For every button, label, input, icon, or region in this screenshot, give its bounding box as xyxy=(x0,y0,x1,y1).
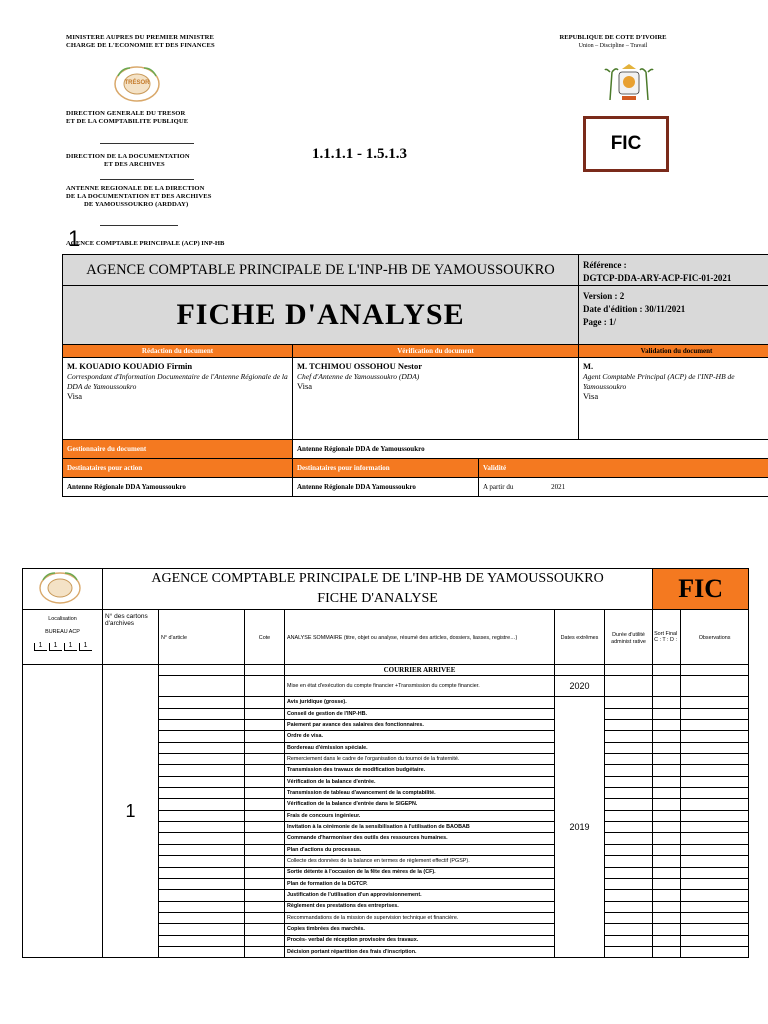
reference-value: DGTCP-DDA-ARY-ACP-FIC-01-2021 xyxy=(583,273,732,283)
entries-body xyxy=(23,665,749,958)
sort-cell xyxy=(653,867,681,878)
observations-cell xyxy=(681,890,749,901)
validite-from: A partir du xyxy=(483,483,514,491)
sort-cell xyxy=(653,924,681,935)
localisation-value: BUREAU ACP xyxy=(45,628,80,635)
analysis-entry: Procès- verbal de réception provisoire des travaux. xyxy=(285,935,555,946)
carton-number: 1 xyxy=(103,665,159,958)
analysis-entry: Transmission de tableau d'avancement de la comptabilité. xyxy=(285,788,555,799)
observations-cell xyxy=(681,912,749,923)
cote-cell xyxy=(245,810,285,821)
dgtcp-line: DIRECTION GENERALE DU TRESOR xyxy=(66,110,186,117)
duree-cell xyxy=(605,867,653,878)
observations-cell xyxy=(681,676,749,697)
sort-cell xyxy=(653,676,681,697)
location-boxes xyxy=(25,643,100,651)
duree-cell xyxy=(605,844,653,855)
observations-cell xyxy=(681,901,749,912)
cote-cell xyxy=(245,856,285,867)
document-info-table xyxy=(62,254,768,497)
table-row xyxy=(23,665,749,676)
analysis-entry: Collecte des données de la balance en termes de règlement effectif (PGSP). xyxy=(285,856,555,867)
observations-cell xyxy=(681,799,749,810)
article-cell xyxy=(159,708,245,719)
cote-cell xyxy=(245,890,285,901)
article-cell xyxy=(159,822,245,833)
observations-cell xyxy=(681,924,749,935)
gestionnaire-label: Gestionnaire du document xyxy=(63,440,293,459)
col-validation: Validation du document xyxy=(579,345,768,358)
verifier-visa: Visa xyxy=(297,381,313,391)
observations-cell xyxy=(681,776,749,787)
cote-cell xyxy=(245,822,285,833)
duree-cell xyxy=(605,833,653,844)
reference-label: Référence : xyxy=(583,260,627,270)
redactor-visa: Visa xyxy=(67,391,83,401)
col-cote: Cote xyxy=(245,610,285,665)
antenne-line: ANTENNE REGIONALE DE LA DIRECTION xyxy=(66,185,205,192)
analysis-entry: Plan d'actions du processus. xyxy=(285,844,555,855)
duree-cell xyxy=(605,822,653,833)
dest-info-value: Antenne Régionale DDA Yamoussoukro xyxy=(293,478,479,497)
observations-cell xyxy=(681,788,749,799)
article-cell xyxy=(159,776,245,787)
article-cell xyxy=(159,856,245,867)
antenne-block xyxy=(66,185,211,209)
classification-code: 1.1.1.1 - 1.5.1.3 xyxy=(312,146,407,162)
sort-cell xyxy=(653,935,681,946)
location-box: 1 xyxy=(34,643,47,651)
observations-cell xyxy=(681,867,749,878)
version-cell xyxy=(579,286,768,345)
article-cell xyxy=(159,788,245,799)
cote-cell xyxy=(245,799,285,810)
sort-cell xyxy=(653,844,681,855)
analysis-entry: Copies timbrées des marchés. xyxy=(285,924,555,935)
article-cell xyxy=(159,665,245,676)
duree-cell xyxy=(605,765,653,776)
cote-cell xyxy=(245,912,285,923)
observations-cell xyxy=(681,697,749,708)
duree-cell xyxy=(605,912,653,923)
republic-name: REPUBLIQUE DE COTE D'IVOIRE xyxy=(559,34,667,41)
cote-cell xyxy=(245,833,285,844)
col-duree: Durée d'utilité administ rative xyxy=(605,610,653,665)
article-cell xyxy=(159,697,245,708)
duree-cell xyxy=(605,697,653,708)
agency-title-2: AGENCE COMPTABLE PRINCIPALE DE L'INP-HB DE YAMOUSSOUKRO xyxy=(103,569,653,590)
col-article: N° d'article xyxy=(159,610,245,665)
duree-cell xyxy=(605,901,653,912)
logo-cell xyxy=(23,569,103,610)
page-info: Page : 1/ xyxy=(583,317,617,327)
duree-cell xyxy=(605,890,653,901)
duree-cell xyxy=(605,708,653,719)
article-cell xyxy=(159,912,245,923)
location-box: 1 xyxy=(49,643,62,651)
duree-cell xyxy=(605,754,653,765)
cote-cell xyxy=(245,697,285,708)
sort-cell xyxy=(653,720,681,731)
duree-cell xyxy=(605,924,653,935)
fic-badge-2: FIC xyxy=(653,569,749,610)
validite-label: Validité xyxy=(479,459,768,478)
date-extremes: 2020 xyxy=(555,676,605,697)
ministry-line: CHARGE DE L'ECONOMIE ET DES FINANCES xyxy=(66,42,215,49)
logo-text: TRÉSOR xyxy=(124,80,150,86)
cote-cell xyxy=(245,844,285,855)
duree-cell xyxy=(605,742,653,753)
observations-cell xyxy=(681,833,749,844)
cote-cell xyxy=(245,720,285,731)
sort-cell xyxy=(653,799,681,810)
sort-cell xyxy=(653,890,681,901)
sort-cell xyxy=(653,856,681,867)
sort-cell xyxy=(653,878,681,889)
dda-line: DIRECTION DE LA DOCUMENTATION xyxy=(66,153,190,160)
sort-cell xyxy=(653,754,681,765)
fic-badge: FIC xyxy=(583,116,669,172)
article-cell xyxy=(159,810,245,821)
antenne-line: DE LA DOCUMENTATION ET DES ARCHIVES xyxy=(66,193,212,200)
divider xyxy=(100,179,194,180)
acp-label: AGENCE COMPTABLE PRINCIPALE (ACP) INP-HB xyxy=(66,240,225,247)
doc-title-2: FICHE D'ANALYSE xyxy=(103,589,653,610)
cote-cell xyxy=(245,946,285,957)
observations-cell xyxy=(681,822,749,833)
cote-cell xyxy=(245,742,285,753)
agency-title: AGENCE COMPTABLE PRINCIPALE DE L'INP-HB DE YAMOUSSOUKRO xyxy=(63,255,579,286)
article-cell xyxy=(159,890,245,901)
dgtcp-line: ET DE LA COMPTABILITE PUBLIQUE xyxy=(66,118,189,125)
observations-cell xyxy=(681,665,749,676)
localisation-label: Localisation xyxy=(48,616,77,622)
observations-cell xyxy=(681,810,749,821)
redactor-cell xyxy=(63,358,293,440)
analysis-table xyxy=(22,568,749,958)
observations-cell xyxy=(681,935,749,946)
section-title: COURRIER ARRIVEE xyxy=(285,665,555,676)
sort-cell xyxy=(653,822,681,833)
observations-cell xyxy=(681,844,749,855)
validator-role: Agent Comptable Principal (ACP) de l'INP-HB de Yamoussoukro xyxy=(583,372,735,391)
duree-cell xyxy=(605,720,653,731)
duree-cell xyxy=(605,776,653,787)
divider xyxy=(100,225,178,226)
duree-cell xyxy=(605,856,653,867)
validator-name: M. xyxy=(583,361,594,371)
cote-cell xyxy=(245,867,285,878)
observations-cell xyxy=(681,765,749,776)
sort-cell xyxy=(653,946,681,957)
analysis-entry: Recommandations de la mission de supervision technique et financière. xyxy=(285,912,555,923)
article-cell xyxy=(159,833,245,844)
duree-cell xyxy=(605,665,653,676)
article-cell xyxy=(159,731,245,742)
sort-cell xyxy=(653,788,681,799)
cote-cell xyxy=(245,708,285,719)
col-analyse: ANALYSE SOMMAIRE (titre, objet ou analyse, résumé des articles, dossiers, liasses, registre…) xyxy=(285,610,555,665)
duree-cell xyxy=(605,810,653,821)
cote-cell xyxy=(245,901,285,912)
validite-year: 2021 xyxy=(551,483,566,491)
col-redaction: Rédaction du document xyxy=(63,345,293,358)
observations-cell xyxy=(681,731,749,742)
col-dates: Dates extrêmes xyxy=(555,610,605,665)
duree-cell xyxy=(605,676,653,697)
col-sort: Sort Final C : T : D : xyxy=(653,610,681,665)
validator-visa: Visa xyxy=(583,391,599,401)
cote-cell xyxy=(245,878,285,889)
analysis-entry: Vérification de la balance d'entrée. xyxy=(285,776,555,787)
observations-cell xyxy=(681,742,749,753)
location-box: 1 xyxy=(64,643,77,651)
cote-cell xyxy=(245,776,285,787)
cote-cell xyxy=(245,935,285,946)
sort-cell xyxy=(653,708,681,719)
col-localisation xyxy=(23,610,103,665)
duree-cell xyxy=(605,799,653,810)
article-cell xyxy=(159,878,245,889)
article-cell xyxy=(159,676,245,697)
observations-cell xyxy=(681,946,749,957)
sort-cell xyxy=(653,810,681,821)
cote-cell xyxy=(245,754,285,765)
observations-cell xyxy=(681,856,749,867)
dgtcp-block xyxy=(66,110,188,126)
location-box: 1 xyxy=(79,643,92,651)
sort-cell xyxy=(653,765,681,776)
sort-cell xyxy=(653,901,681,912)
analysis-entry: Remerciement dans le cadre de l'organisation du tournoi de la fraternité. xyxy=(285,754,555,765)
analysis-entry: Justification de l'utilisation d'un approvisionnement. xyxy=(285,890,555,901)
sort-cell xyxy=(653,833,681,844)
cote-cell xyxy=(245,765,285,776)
analysis-entry: Décision portant répartition des frais d'inscription. xyxy=(285,946,555,957)
validite-value xyxy=(479,478,768,497)
analysis-entry: Avis juridique (grosse). xyxy=(285,697,555,708)
edition-date: Date d'édition : 30/11/2021 xyxy=(583,304,686,314)
article-cell xyxy=(159,924,245,935)
ministry-line: MINISTERE AUPRES DU PREMIER MINISTRE xyxy=(66,34,214,41)
article-cell xyxy=(159,754,245,765)
analysis-entry: Vérification de la balance d'entrée dans le SIGEPN. xyxy=(285,799,555,810)
tresor-logo xyxy=(112,64,162,104)
document-title: FICHE D'ANALYSE xyxy=(63,286,579,345)
col-verification: Vérification du document xyxy=(293,345,579,358)
date-extremes: 2019 xyxy=(555,697,605,958)
analysis-entry: Transmission des travaux de modification budgétaire. xyxy=(285,765,555,776)
article-cell xyxy=(159,720,245,731)
analysis-entry: Ordre de visa. xyxy=(285,731,555,742)
dest-action-label: Destinataires pour action xyxy=(63,459,293,478)
analysis-entry: Invitation à la cérémonie de la sensibilisation à l'utilisation de BAOBAB xyxy=(285,822,555,833)
cote-cell xyxy=(245,788,285,799)
cote-cell xyxy=(245,665,285,676)
article-cell xyxy=(159,946,245,957)
observations-cell xyxy=(681,878,749,889)
verifier-role: Chef d'Antenne de Yamoussoukro (DDA) xyxy=(297,372,420,381)
tresor-logo-icon xyxy=(25,570,95,606)
analysis-entry: Commande d'harmoniser des outils des ressources humaines. xyxy=(285,833,555,844)
analysis-entry: Règlement des prestations des entreprises. xyxy=(285,901,555,912)
header-right xyxy=(520,34,706,50)
analysis-entry: Mise en état d'exécution du compte financier +Transmission du compte financier. xyxy=(285,676,555,697)
duree-cell xyxy=(605,946,653,957)
redactor-name: M. KOUADIO KOUADIO Firmin xyxy=(67,361,193,371)
dates-cell xyxy=(555,665,605,676)
sort-cell xyxy=(653,742,681,753)
observations-cell xyxy=(681,754,749,765)
sort-cell xyxy=(653,776,681,787)
cote-cell xyxy=(245,676,285,697)
analysis-entry: Bordereau d'émission spéciale. xyxy=(285,742,555,753)
version: Version : 2 xyxy=(583,291,625,301)
dest-action-value: Antenne Régionale DDA Yamoussoukro xyxy=(63,478,293,497)
dest-info-label: Destinataires pour information xyxy=(293,459,479,478)
analysis-entry: Frais de concours ingénieur. xyxy=(285,810,555,821)
page-number: 1 xyxy=(68,226,81,251)
col-cartons: N° des cartons d'archives xyxy=(103,610,159,665)
article-cell xyxy=(159,901,245,912)
validator-cell xyxy=(579,358,768,440)
sort-cell xyxy=(653,697,681,708)
cote-cell xyxy=(245,924,285,935)
coat-of-arms-icon xyxy=(604,62,654,104)
cote-cell xyxy=(245,731,285,742)
col-observations: Observations xyxy=(681,610,749,665)
reference-cell xyxy=(579,255,768,286)
article-cell xyxy=(159,742,245,753)
article-cell xyxy=(159,867,245,878)
duree-cell xyxy=(605,935,653,946)
verifier-cell xyxy=(293,358,579,440)
sort-cell xyxy=(653,912,681,923)
observations-cell xyxy=(681,708,749,719)
analysis-entry: Conseil de gestion de l'INP-HB. xyxy=(285,708,555,719)
sort-cell xyxy=(653,665,681,676)
duree-cell xyxy=(605,878,653,889)
localisation-cell xyxy=(23,665,103,958)
antenne-line: DE YAMOUSSOUKRO (ARDDAY) xyxy=(84,201,189,208)
duree-cell xyxy=(605,731,653,742)
article-cell xyxy=(159,765,245,776)
dda-block xyxy=(66,153,190,169)
republic-motto: Union – Discipline – Travail xyxy=(578,43,648,49)
article-cell xyxy=(159,799,245,810)
duree-cell xyxy=(605,788,653,799)
divider xyxy=(100,143,194,144)
gestionnaire-value: Antenne Régionale DDA de Yamoussoukro xyxy=(293,440,768,459)
verifier-name: M. TCHIMOU OSSOHOU Nestor xyxy=(297,361,422,371)
header-left xyxy=(66,34,215,50)
analysis-entry: Paiement par avance des salaires des fonctionnaires. xyxy=(285,720,555,731)
article-cell xyxy=(159,935,245,946)
observations-cell xyxy=(681,720,749,731)
article-cell xyxy=(159,844,245,855)
dda-line: ET DES ARCHIVES xyxy=(104,161,165,168)
redactor-role: Correspondant d'Information Documentaire de l'Antenne Régionale de la DDA de Yamoussoukro xyxy=(67,372,288,391)
analysis-entry: Sortie détente à l'occasion de la fête des mères de la (CF). xyxy=(285,867,555,878)
sort-cell xyxy=(653,731,681,742)
analysis-entry: Plan de formation de la DGTCP. xyxy=(285,878,555,889)
